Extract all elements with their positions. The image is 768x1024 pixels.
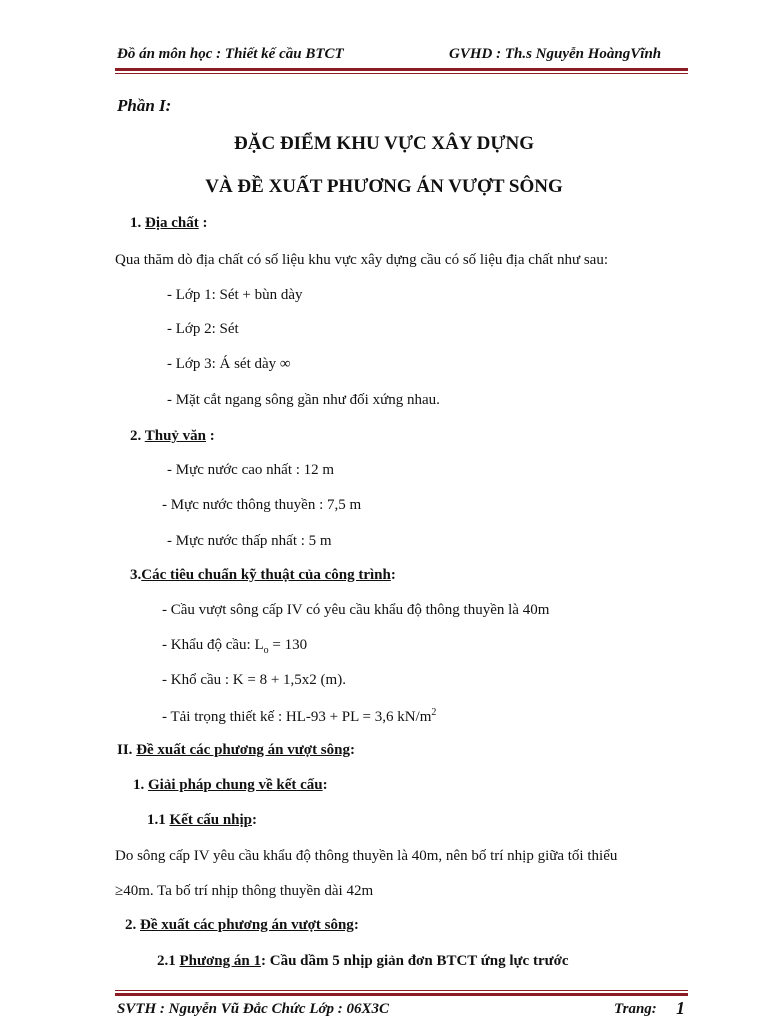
- hydrology-item-3: - Mực nước thấp nhất : 5 m: [167, 533, 332, 549]
- footer-rule-thin: [115, 990, 688, 991]
- footer-page-label: Trang:: [614, 1001, 657, 1017]
- hydrology-item-1: - Mực nước cao nhất : 12 m: [167, 462, 335, 478]
- section-3-number: 3.: [130, 567, 142, 583]
- standard-item-2: [162, 637, 307, 656]
- design-load-superscript: 2: [431, 707, 437, 718]
- geology-item-1: - Lớp 1: Sét + bùn dày: [167, 287, 303, 303]
- section-2-title: Thuỷ văn: [144, 428, 207, 444]
- section-II-1-1-number: 1.1: [147, 812, 170, 828]
- part-label: Phần I:: [117, 96, 172, 115]
- section-II-1-number: 1.: [133, 777, 148, 793]
- section-1-title: Địa chất: [145, 215, 199, 231]
- standard-item-3: - Khổ cầu : K = 8 + 1,5x2 (m).: [162, 672, 346, 688]
- section-3-suffix: :: [390, 567, 396, 583]
- section-1-number: 1.: [130, 215, 145, 231]
- title-line-2: VÀ ĐỀ XUẤT PHƯƠNG ÁN VƯỢT SÔNG: [205, 176, 563, 197]
- footer-left: SVTH : Nguyễn Vũ Đắc Chức Lớp : 06X3C: [117, 1001, 390, 1017]
- standard-item-1: - Cầu vượt sông cấp IV có yêu cầu khẩu độ thông thuyền là 40m: [162, 602, 550, 618]
- section-3-title: Các tiêu chuẩn kỹ thuật của công trình: [141, 567, 391, 583]
- section-II-2-1-rest: : Cầu dầm 5 nhịp giản đơn BTCT ứng lực trước: [261, 953, 569, 969]
- section-2-suffix: :: [206, 428, 215, 444]
- section-II-2-title: Đề xuất các phương án vượt sông: [140, 917, 354, 933]
- span-length-label: - Khẩu độ cầu: L: [162, 637, 264, 653]
- section-1-suffix: :: [198, 215, 208, 231]
- section-II-1-suffix: :: [322, 777, 328, 793]
- section-II-1-1-suffix: :: [252, 812, 258, 828]
- section-2-number: 2.: [130, 428, 145, 444]
- footer-page-number: 1: [676, 998, 685, 1018]
- section-II-1-heading: [133, 777, 328, 794]
- span-paragraph-line-1: Do sông cấp IV yêu cầu khẩu độ thông thuyền là 40m, nên bố trí nhịp giữa tối thiểu: [115, 848, 618, 864]
- geology-item-2: - Lớp 2: Sét: [167, 321, 239, 337]
- standard-item-4: [162, 707, 436, 726]
- span-length-value: = 130: [268, 637, 308, 653]
- hydrology-item-2: - Mực nước thông thuyền : 7,5 m: [162, 497, 362, 513]
- span-paragraph-line-2: ≥40m. Ta bố trí nhịp thông thuyền dài 42m: [115, 883, 374, 899]
- header-rule-thick: [115, 68, 688, 71]
- geology-item-3: - Lớp 3: Á sét dày ∞: [167, 356, 291, 372]
- section-II-2-1-number: 2.1: [157, 953, 180, 969]
- section-II-1-1-title: Kết cấu nhịp: [169, 812, 253, 828]
- title-line-1: ĐẶC ĐIỂM KHU VỰC XÂY DỰNG: [234, 133, 534, 154]
- span-length-subscript: o: [263, 645, 269, 656]
- footer-rule-thick: [115, 993, 688, 996]
- section-II-2-1-heading: [157, 953, 569, 970]
- header-rule-thin: [115, 73, 688, 74]
- section-II-1-1-heading: [147, 812, 257, 829]
- section-2-heading: [130, 428, 215, 445]
- section-II-suffix: :: [350, 742, 355, 758]
- section-II-heading: [117, 742, 355, 759]
- design-load-text: - Tải trọng thiết kế : HL-93 + PL = 3,6 kN/m: [162, 709, 432, 725]
- section-II-2-number: 2.: [125, 917, 140, 933]
- section-II-2-suffix: :: [353, 917, 359, 933]
- geology-item-4: - Mặt cắt ngang sông gần như đối xứng nhau.: [167, 392, 440, 408]
- section-1-intro: Qua thăm dò địa chất có số liệu khu vực xây dựng cầu có số liệu địa chất như sau:: [115, 252, 609, 268]
- header-left: Đồ án môn học : Thiết kế cầu BTCT: [117, 46, 344, 62]
- section-II-title: Đề xuất các phương án vượt sông: [136, 742, 350, 758]
- section-II-2-heading: [125, 917, 359, 934]
- section-1-heading: [130, 215, 208, 232]
- section-3-heading: [130, 567, 396, 584]
- header-right: GVHD : Th.s Nguyễn HoàngVĩnh: [449, 46, 662, 62]
- section-II-number: II.: [117, 742, 137, 758]
- section-II-2-1-title: Phương án 1: [179, 953, 261, 969]
- section-II-1-title: Giải pháp chung về kết cấu: [148, 777, 323, 793]
